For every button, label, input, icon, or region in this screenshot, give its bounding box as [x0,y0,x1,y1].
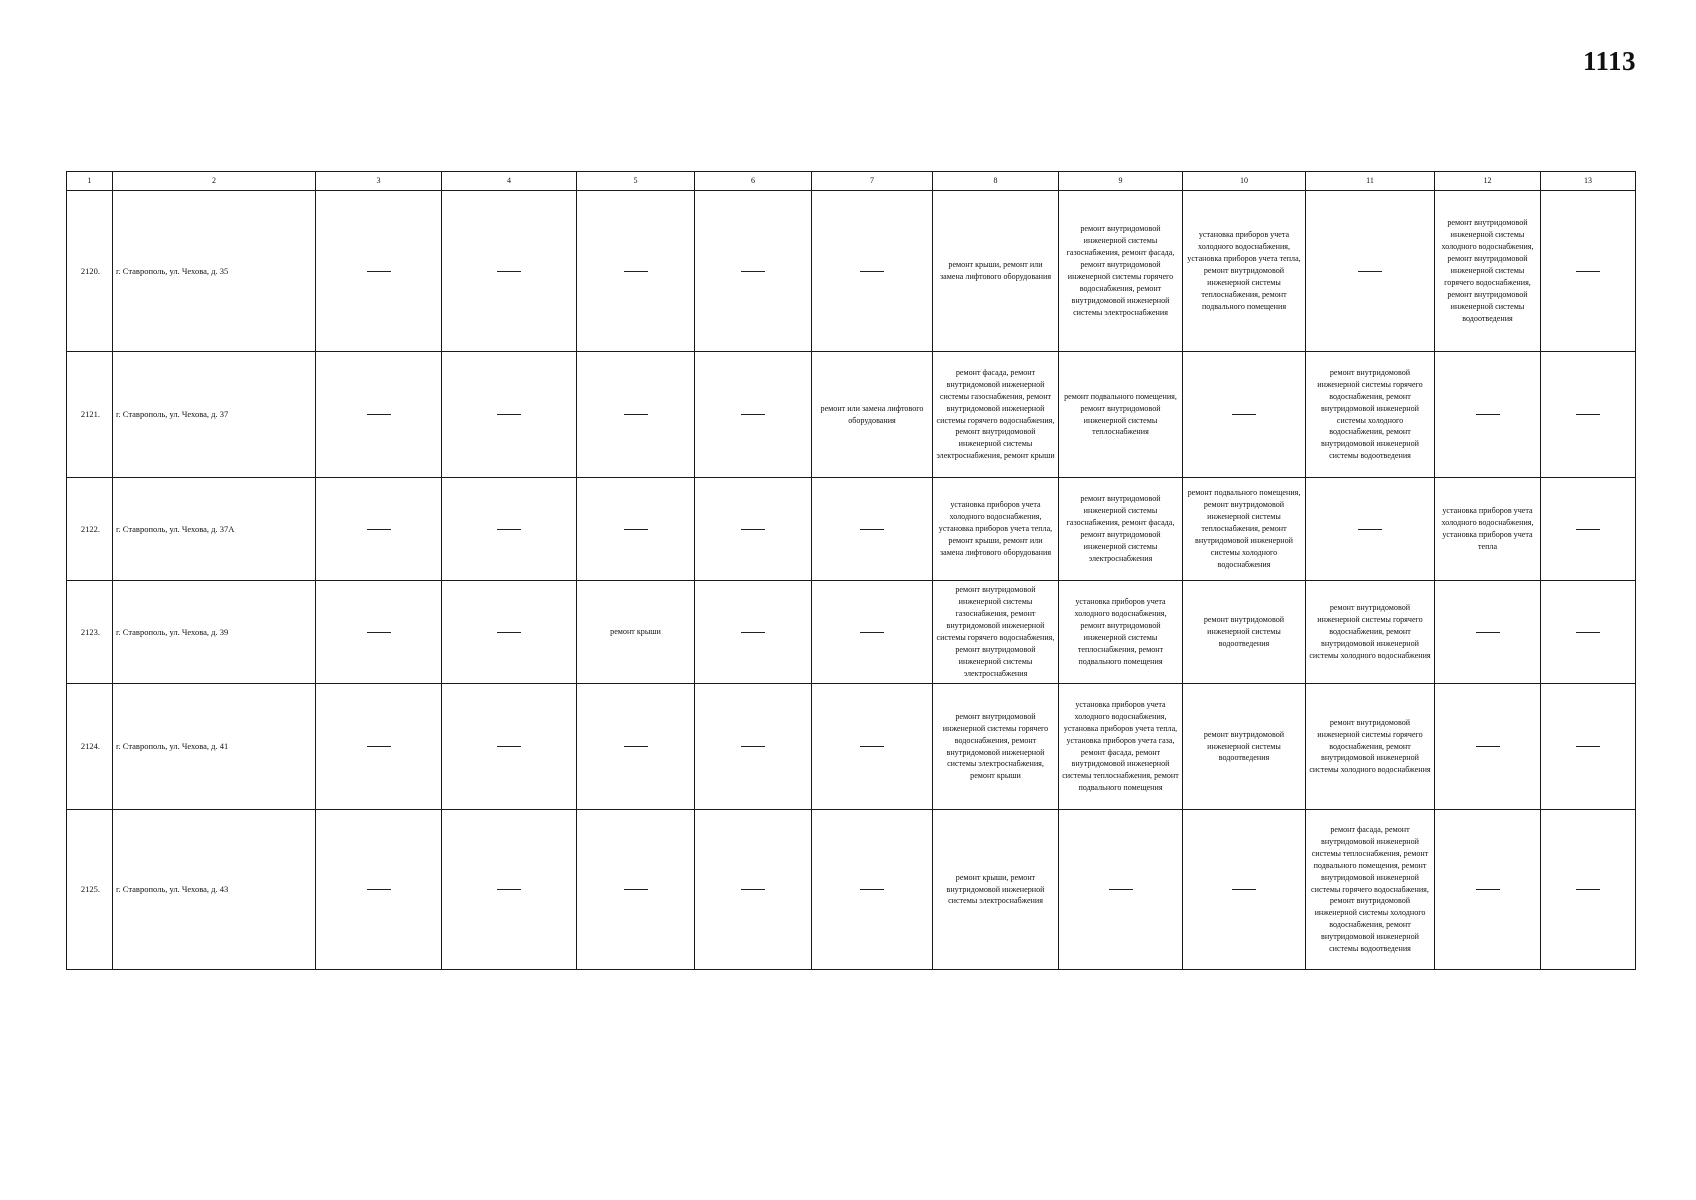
empty-cell-dash [316,581,442,684]
work-type-cell [1306,684,1435,810]
dash-mark [741,632,765,633]
work-type-cell [1183,478,1306,581]
empty-cell-dash [442,352,577,478]
column-number-header: 7 [812,172,933,191]
work-type-text: ремонт внутридомовой инженерной системы газоснабжения, ремонт фасада, ремонт внутридомовой инженерной системы электроснабжения [1066,494,1175,563]
table-row [67,352,1636,478]
dash-mark [624,529,648,530]
empty-cell-dash [442,581,577,684]
dash-mark [497,529,521,530]
dash-mark [1476,746,1500,747]
empty-cell-dash [695,191,812,352]
column-number-header: 10 [1183,172,1306,191]
column-number-header: 1 [67,172,113,191]
column-number-header: 9 [1059,172,1183,191]
table-row [67,581,1636,684]
dash-mark [1576,746,1600,747]
work-type-cell [933,191,1059,352]
dash-mark [860,271,884,272]
empty-cell-dash [577,684,695,810]
dash-mark [1232,889,1256,890]
empty-cell-dash [442,478,577,581]
empty-cell-dash [812,684,933,810]
work-type-cell [1435,191,1541,352]
dash-mark [497,746,521,747]
dash-mark [1476,889,1500,890]
dash-mark [1576,271,1600,272]
work-type-cell [1183,191,1306,352]
work-type-text: ремонт внутридомовой инженерной системы горячего водоснабжения, ремонт внутридомовой инженерной системы электроснабжения, ремонт крыши [942,711,1049,781]
empty-cell-dash [1306,478,1435,581]
empty-cell-dash [1435,352,1541,478]
empty-cell-dash [316,684,442,810]
table-row [67,191,1636,352]
work-type-text: ремонт крыши, ремонт внутридомовой инженерной системы электроснабжения [946,872,1045,906]
work-type-text: ремонт крыши [610,627,661,637]
dash-mark [741,414,765,415]
dash-mark [1476,632,1500,633]
row-number: 2124. [67,684,113,810]
empty-cell-dash [1183,352,1306,478]
work-type-text: ремонт внутридомовой инженерной системы газоснабжения, ремонт фасада, ремонт внутридомовой инженерной системы горячего водоснабжения, ремонт внутридомовой инженерной системы электроснабжения [1066,224,1175,317]
work-type-text: ремонт внутридомовой инженерной системы газоснабжения, ремонт внутридомовой инженерной системы горячего водоснабжения, ремонт внутридомовой инженерной системы электроснабжения [936,585,1055,678]
empty-cell-dash [1435,810,1541,970]
empty-cell-dash [577,191,695,352]
work-type-text: ремонт внутридомовой инженерной системы горячего водоснабжения, ремонт внутридомовой инженерной системы холодного водоснабжения [1309,603,1431,660]
column-number-header-row [67,172,1636,191]
work-type-cell [1306,581,1435,684]
empty-cell-dash [1435,684,1541,810]
dash-mark [741,746,765,747]
work-type-cell [933,478,1059,581]
empty-cell-dash [577,478,695,581]
work-type-text: ремонт внутридомовой инженерной системы водоотведения [1203,729,1285,763]
work-type-cell [1183,684,1306,810]
table-body [67,172,1636,970]
work-type-cell [933,810,1059,970]
empty-cell-dash [812,810,933,970]
dash-mark [860,889,884,890]
dash-mark [367,889,391,890]
dash-mark [1109,889,1133,890]
dash-mark [741,889,765,890]
empty-cell-dash [695,810,812,970]
empty-cell-dash [442,191,577,352]
empty-cell-dash [695,352,812,478]
dash-mark [624,271,648,272]
dash-mark [367,746,391,747]
column-number-header: 5 [577,172,695,191]
dash-mark [1232,414,1256,415]
empty-cell-dash [812,478,933,581]
empty-cell-dash [442,684,577,810]
row-number: 2125. [67,810,113,970]
work-type-cell [1059,478,1183,581]
dash-mark [624,746,648,747]
empty-cell-dash [812,581,933,684]
table-row [67,478,1636,581]
work-type-cell [1435,478,1541,581]
work-type-text: ремонт подвального помещения, ремонт внутридомовой инженерной системы теплоснабжения [1064,391,1177,437]
dash-mark [741,529,765,530]
address-cell: г. Ставрополь, ул. Чехова, д. 37 [113,352,316,478]
dash-mark [497,271,521,272]
column-number-header: 6 [695,172,812,191]
column-number-header: 4 [442,172,577,191]
table-row [67,810,1636,970]
empty-cell-dash [695,581,812,684]
work-type-text: установка приборов учета холодного водоснабжения, установка приборов учета тепла, ремонт крыши, ремонт или замена лифтового оборудования [938,500,1053,557]
work-type-text: установка приборов учета холодного водоснабжения, установка приборов учета тепла, ремонт внутридомовой инженерной системы теплоснабжения, ремонт подвального помещения [1187,230,1301,311]
dash-mark [860,529,884,530]
dash-mark [1476,414,1500,415]
work-type-cell [1059,191,1183,352]
table-row [67,684,1636,810]
dash-mark [367,529,391,530]
empty-cell-dash [1059,810,1183,970]
work-type-cell [933,581,1059,684]
dash-mark [367,632,391,633]
empty-cell-dash [1541,684,1636,810]
empty-cell-dash [316,352,442,478]
address-cell: г. Ставрополь, ул. Чехова, д. 39 [113,581,316,684]
dash-mark [1576,889,1600,890]
work-type-text: ремонт внутридомовой инженерной системы водоотведения [1203,615,1285,648]
dash-mark [1358,271,1382,272]
work-type-text: установка приборов учета холодного водоснабжения, установка приборов учета тепла, установка приборов учета газа, ремонт фасада, ремонт внутридомовой инженерной системы теплоснабжения, ремонт подвального помещения [1062,699,1179,793]
dash-mark [497,632,521,633]
dash-mark [1358,529,1382,530]
dash-mark [624,414,648,415]
empty-cell-dash [695,478,812,581]
empty-cell-dash [695,684,812,810]
work-type-cell [1059,581,1183,684]
work-type-text: ремонт внутридомовой инженерной системы горячего водоснабжения, ремонт внутридомовой инженерной системы холодного водоснабжения [1309,717,1431,775]
work-type-cell [812,352,933,478]
empty-cell-dash [316,478,442,581]
column-number-header: 3 [316,172,442,191]
dash-mark [1576,632,1600,633]
work-type-text: ремонт крыши, ремонт или замена лифтового оборудования [939,260,1052,281]
work-type-text: ремонт внутридомовой инженерной системы холодного водоснабжения, ремонт внутридомовой инженерной системы горячего водоснабжения, ремонт внутридомовой инженерной системы водоотведения [1441,218,1534,323]
empty-cell-dash [1541,191,1636,352]
dash-mark [860,746,884,747]
dash-mark [1576,529,1600,530]
work-type-text: ремонт подвального помещения, ремонт внутридомовой инженерной системы теплоснабжения, ремонт внутридомовой инженерной системы холодного водоснабжения [1187,488,1301,569]
empty-cell-dash [1541,581,1636,684]
repair-schedule-table [66,171,1636,970]
work-type-text: ремонт фасада, ремонт внутридомовой инженерной системы теплоснабжения, ремонт подвального помещения, ремонт внутридомовой инженерной системы горячего водоснабжения, ремонт внутридомовой инженерной системы холодного водоснабжения, ремонт внутридомовой инженерной системы водоотведения [1311,824,1429,954]
work-type-cell [577,581,695,684]
empty-cell-dash [577,810,695,970]
work-type-cell [933,684,1059,810]
empty-cell-dash [1541,810,1636,970]
empty-cell-dash [316,191,442,352]
column-number-header: 8 [933,172,1059,191]
row-number: 2121. [67,352,113,478]
column-number-header: 12 [1435,172,1541,191]
work-type-cell [1183,581,1306,684]
dash-mark [860,632,884,633]
dash-mark [497,889,521,890]
dash-mark [367,414,391,415]
address-cell: г. Ставрополь, ул. Чехова, д. 35 [113,191,316,352]
work-type-text: установка приборов учета холодного водоснабжения, установка приборов учета тепла [1441,506,1534,551]
dash-mark [1576,414,1600,415]
empty-cell-dash [1435,581,1541,684]
work-type-cell [1306,810,1435,970]
row-number: 2123. [67,581,113,684]
work-type-cell [1059,352,1183,478]
empty-cell-dash [1183,810,1306,970]
row-number: 2122. [67,478,113,581]
address-cell: г. Ставрополь, ул. Чехова, д. 37А [113,478,316,581]
empty-cell-dash [316,810,442,970]
work-type-text: ремонт или замена лифтового оборудования [820,403,924,425]
page-number: 1113 [1582,46,1636,76]
row-number: 2120. [67,191,113,352]
column-number-header: 11 [1306,172,1435,191]
empty-cell-dash [1541,352,1636,478]
work-type-text: установка приборов учета холодного водоснабжения, ремонт внутридомовой инженерной системы теплоснабжения, ремонт подвального помещения [1074,597,1167,666]
empty-cell-dash [1306,191,1435,352]
column-number-header: 2 [113,172,316,191]
dash-mark [367,271,391,272]
empty-cell-dash [442,810,577,970]
address-cell: г. Ставрополь, ул. Чехова, д. 41 [113,684,316,810]
dash-mark [624,889,648,890]
work-type-text: ремонт фасада, ремонт внутридомовой инженерной системы газоснабжения, ремонт внутридомовой инженерной системы горячего водоснабжения, ремонт внутридомовой инженерной системы электроснабжения, ремонт крыши [936,367,1055,461]
work-type-cell [933,352,1059,478]
column-number-header: 13 [1541,172,1636,191]
work-type-cell [1306,352,1435,478]
dash-mark [741,271,765,272]
address-cell: г. Ставрополь, ул. Чехова, д. 43 [113,810,316,970]
empty-cell-dash [812,191,933,352]
empty-cell-dash [577,352,695,478]
work-type-cell [1059,684,1183,810]
work-type-text: ремонт внутридомовой инженерной системы горячего водоснабжения, ремонт внутридомовой инженерной системы холодного водоснабжения, ремонт внутридомовой инженерной системы водоотведения [1317,367,1423,461]
empty-cell-dash [1541,478,1636,581]
dash-mark [497,414,521,415]
